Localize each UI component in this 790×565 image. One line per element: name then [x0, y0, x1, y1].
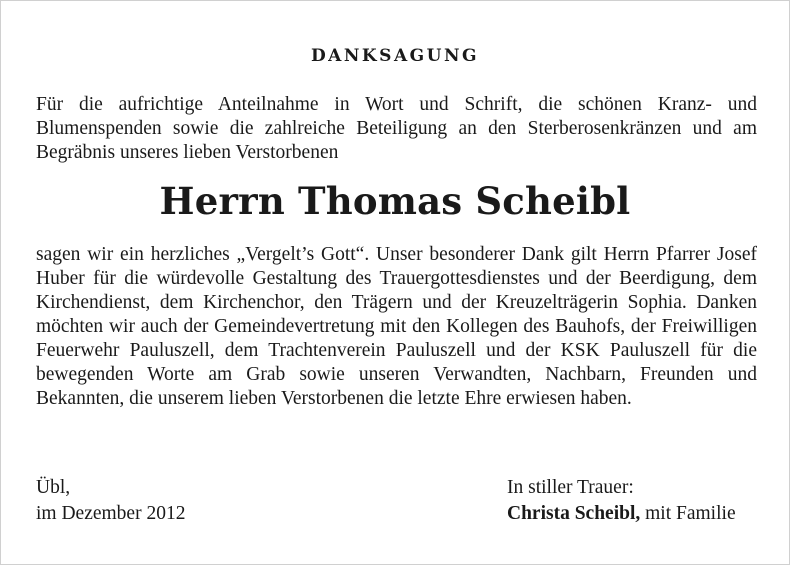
mourning-label: In stiller Trauer: [507, 477, 634, 498]
intro-paragraph: Für die aufrichtige Anteilnahme in Wort und Schrift, die schönen Kranz- und Blumenspenden sowie die zahlreiche Beteiligung an den Sterberosenkränzen und am Begräbnis unseres lieben Verstorbenen [36, 94, 757, 163]
signature-block [507, 475, 736, 527]
notice-heading: DANKSAGUNG [310, 46, 480, 66]
signer-suffix: mit Familie [640, 503, 736, 524]
deceased-name: Herrn Thomas Scheibl [159, 179, 631, 223]
date: im Dezember 2012 [36, 503, 186, 524]
signer-name: Christa Scheibl, [507, 503, 641, 524]
thanks-paragraph: sagen wir ein herzliches „Vergelt’s Gott“. Unser besonderer Dank gilt Herrn Pfarrer Josef Huber für die würdevolle Gestaltung des Trauergottesdienstes und der Beerdigung, dem Kirchendienst, dem Kirchenchor, den Trägern und der Kreuzelträgerin Sophia. Danken möchten wir auch der Gemeindevertretung mit den Kollegen des Bauhofs, der Freiwilligen Feuerwehr Pauluszell, dem Trachtenverein Pauluszell und der KSK Pauluszell für die bewegenden Worte am Grab sowie unseren Verwandten, Nachbarn, Freunden und Bekannten, die unserem lieben Verstorbenen die letzte Ehre erwiesen haben. [36, 244, 757, 409]
place: Übl, [36, 477, 71, 498]
signer-line [507, 501, 736, 527]
place-date-block [36, 475, 185, 527]
